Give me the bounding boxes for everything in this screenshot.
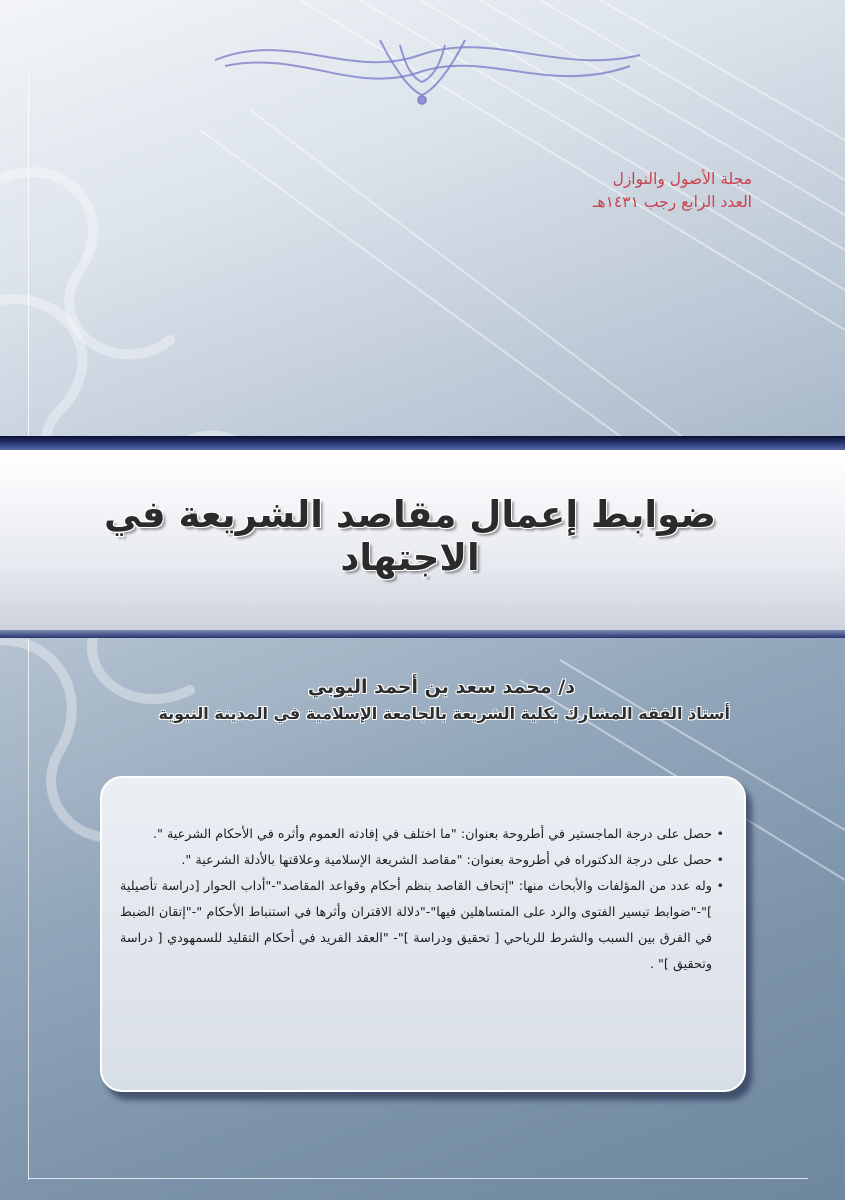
bio-list: [120, 822, 722, 978]
journal-header: [452, 168, 752, 214]
bio-item-publications: • وله عدد من المؤلفات والأبحاث منها: "إتحاف القاصد بنظم أحكام وقواعد المقاصد"-"أداب الحوار [دراسة تأصيلية ]"-"ضوابط تيسير الفتوى والرد على المتساهلين فيها"-"دلالة الاقتران وأثرها في استنباط الأحكام "-"إتقان الضبط في الفرق بين السبب والشرط للرياحي [ تحقيق ودراسة ]"- "العقد الفريد في أحكام التقليد للسمهودي [ دراسة وتحقيق ]" .: [120, 874, 722, 978]
top-flourish-ornament: [215, 40, 640, 104]
bio-item-masters: • حصل على درجة الماجستير في أطروحة بعنوان: "ما اختلف في إفادته العموم وأثره في الأحكام الشرعية ".: [120, 822, 722, 848]
journal-name: مجلة الأصول والنوازل: [612, 170, 752, 188]
title-band-bottom-stripe: [0, 630, 845, 638]
author-name: د/ محمد سعد بن أحمد اليوبي: [307, 676, 575, 698]
title-band-top-stripe: [0, 436, 845, 450]
journal-issue: العدد الرابع رجب ١٤٣١هـ: [592, 193, 752, 211]
frame-line-horizontal: [28, 1178, 808, 1179]
article-title: ضوابط إعمال مقاصد الشريعة في الاجتهاد: [103, 493, 717, 579]
bio-item-doctorate: • حصل على درجة الدكتوراه في أطروحة بعنوان: "مقاصد الشريعة الإسلامية وعلاقتها بالأدلة الشرعية ".: [120, 848, 722, 874]
author-affiliation: أستاذ الفقه المشارك بكلية الشريعة بالجامعة الإسلامية في المدينة النبوية: [158, 704, 730, 723]
author-bio-box: [100, 776, 746, 1092]
